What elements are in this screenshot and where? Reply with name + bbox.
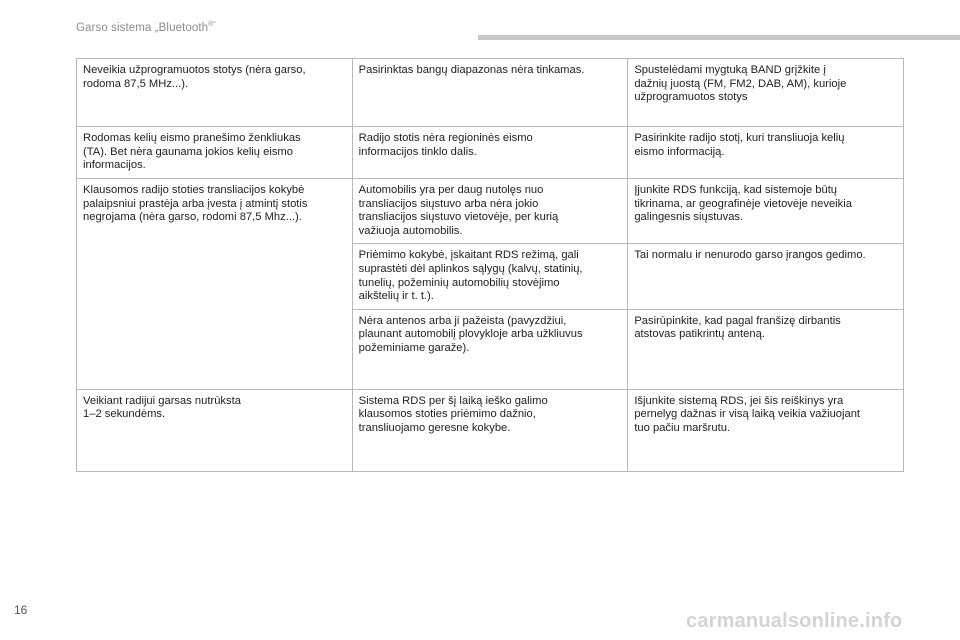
header-title-text: Garso sistema „Bluetooth [76, 22, 209, 34]
header-title-superscript: ®“ [208, 21, 216, 29]
solution-cell: Įjunkite RDS funkciją, kad sistemoje būtų tikrinama, ar geografinėje vietovėje neveikia galingesnis siųstuvas. [628, 179, 904, 244]
solution-cell: Spustelėdami mygtuką BAND grįžkite į dažnių juostą (FM, FM2, DAB, AM), kurioje užprogramuotos stotys [628, 59, 904, 127]
troubleshooting-table [76, 58, 904, 472]
header-rule [478, 35, 960, 40]
page-header-title [76, 22, 216, 34]
problem-cell: Rodomas kelių eismo pranešimo ženkliukas (TA). Bet nėra gaunama jokios kelių eismo informacijos. [77, 127, 353, 179]
cause-cell: Radijo stotis nėra regioninės eismo informacijos tinklo dalis. [352, 127, 628, 179]
cause-cell: Nėra antenos arba ji pažeista (pavyzdžiui, plaunant automobilį plovykloje arba užkliuvus požeminiame garaže). [352, 309, 628, 389]
solution-cell: Pasirinkite radijo stotį, kuri transliuoja kelių eismo informaciją. [628, 127, 904, 179]
problem-cell: Neveikia užprogramuotos stotys (nėra garso, rodoma 87,5 MHz...). [77, 59, 353, 127]
table-row [77, 59, 904, 127]
cause-cell: Sistema RDS per šį laiką ieško galimo klausomos stoties priėmimo dažnio, transliuojamo geresne kokybe. [352, 389, 628, 471]
problem-cell: Veikiant radijui garsas nutrūksta 1–2 sekundėms. [77, 389, 353, 471]
table-row [77, 179, 904, 244]
table-row [77, 127, 904, 179]
watermark-text: carmanualsonline.info [686, 610, 903, 632]
cause-cell: Automobilis yra per daug nutolęs nuo transliacijos siųstuvo arba nėra jokio transliacijos siųstuvo vietovėje, per kurią važiuoja automobilis. [352, 179, 628, 244]
solution-cell: Pasirūpinkite, kad pagal franšizę dirbantis atstovas patikrintų anteną. [628, 309, 904, 389]
cause-cell: Pasirinktas bangų diapazonas nėra tinkamas. [352, 59, 628, 127]
solution-cell: Tai normalu ir nenurodo garso įrangos gedimo. [628, 244, 904, 309]
problem-cell: Klausomos radijo stoties transliacijos kokybė palaipsniui prastėja arba įvesta į atmintį stotis negrojama (nėra garso, rodomi 87,5 Mhz...). [77, 179, 353, 390]
cause-cell: Priėmimo kokybė, įskaitant RDS režimą, gali suprastėti dėl aplinkos sąlygų (kalvų, statinių, tunelių, požeminių automobilių stovėjimo aikštelių ir t. t.). [352, 244, 628, 309]
solution-cell: Išjunkite sistemą RDS, jei šis reiškinys yra pernelyg dažnas ir visą laiką veikia važiuojant tuo pačiu maršrutu. [628, 389, 904, 471]
page-number: 16 [14, 603, 28, 617]
table-row [77, 389, 904, 471]
